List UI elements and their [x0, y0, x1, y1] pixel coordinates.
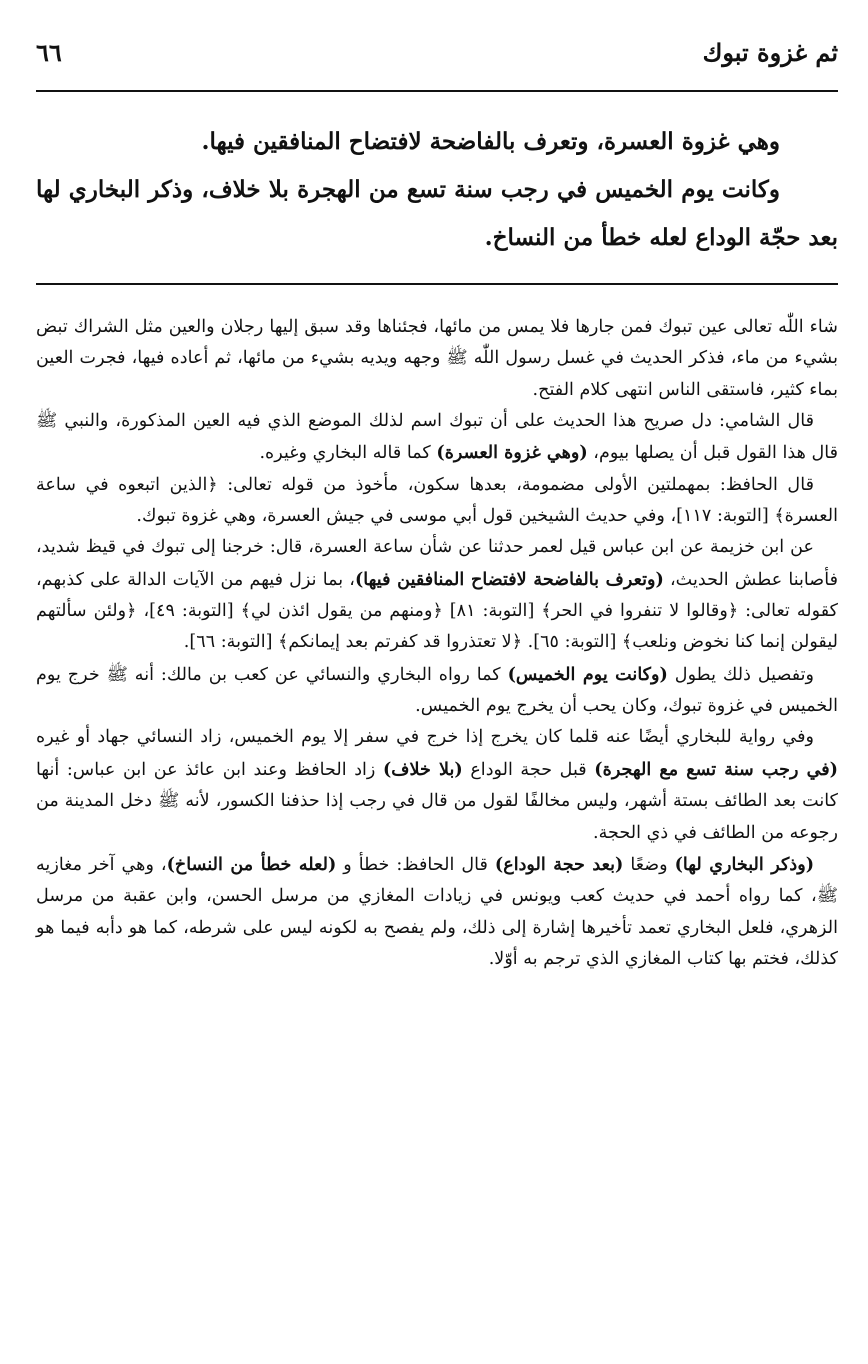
- page-number: ٦٦: [36, 38, 62, 67]
- commentary-text: قال الحافظ: خطأ و: [336, 854, 495, 875]
- commentary-text: قال الشامي: دل صريح هذا الحديث على أن تبوك اسم لذلك الموضع الذي فيه العين المذكورة، والنبي ﷺ قال هذا القول قبل أن يصلها بيوم،: [36, 411, 838, 464]
- header-rule: [36, 90, 838, 92]
- quoted-main-text: (وكانت يوم الخميس): [507, 663, 668, 685]
- commentary-paragraph: [36, 659, 838, 723]
- commentary-paragraph: [36, 849, 838, 975]
- commentary-text: وضعًا: [623, 854, 675, 875]
- commentary-text: قال الحافظ: بمهملتين الأولى مضمومة، بعدها سكون، مأخوذ من قوله تعالى: ﴿الذين اتبعوه في ساعة العسرة﴾ [التوبة: ١١٧]، وفي حديث الشيخين قول أبي موسى في جيش العسرة، وهي غزوة تبوك.: [36, 474, 838, 527]
- page-header: [36, 38, 838, 78]
- main-text-paragraph: وكانت يوم الخميس في رجب سنة تسع من الهجرة بلا خلاف، وذكر البخاري لها بعد حجّة الوداع لعله خطأ من النساخ.: [36, 176, 838, 251]
- commentary-paragraph: [36, 312, 838, 406]
- commentary-text: ، بما نزل فيهم من الآيات الدالة على كذبهم، كقوله تعالى: ﴿وقالوا لا تنفروا في الحر﴾ [التوبة: ٨١] ﴿ومنهم من يقول ائذن لي﴾ [التوبة: ٤٩]، ﴿ولئن سألتهم ليقولن إنما كنا نخوض ونلعب﴾ [التوبة: ٦٥]. ﴿لا تعتذروا قد كفرتم بعد إيمانكم﴾ [التوبة: ٦٦].: [36, 569, 838, 653]
- quoted-main-text: (في رجب سنة تسع مع الهجرة): [594, 758, 839, 780]
- quoted-main-text: (وهي غزوة العسرة): [436, 442, 588, 464]
- commentary-text: وفي رواية للبخاري أيضًا عنه قلما كان يخرج إذا خرج في سفر إلا يوم الخميس، زاد النسائي جهاد أو غيره: [36, 727, 814, 748]
- quoted-main-text: (وذكر البخاري لها): [674, 853, 815, 875]
- quoted-main-text: (بلا خلاف): [382, 758, 463, 780]
- commentary-text: كما قاله البخاري وغيره.: [259, 443, 437, 464]
- commentary-paragraph: [36, 406, 838, 470]
- commentary-text: ، وهي آخر مغازيه ﷺ، كما رواه أحمد في حديث كعب ويونس في زيادات المغازي من مرسل الحسن، وابن عقبة من مرسل الزهري، فلعل البخاري تعمد تأخيرها إشارة إلى ذلك، ولم يفصح به لكونه ليس على شرطه، كما هو دأبه فيما هو كذلك، فختم بها كتاب المغازي الذي ترجم به أوّلا.: [36, 854, 839, 969]
- commentary-text: شاء اللّٰه تعالى عين تبوك فمن جارها فلا يمس من مائها، فجئناها وقد سبق إليها رجلان والعين مثل الشراك تبض بشيء من ماء، فذكر الحديث في غسل رسول اللّٰه ﷺ وجهه ويديه بشيء من مائها، ثم أعاده فيها، فجرت العين بماء كثير، فاستقى الناس انتهى كلام الفتح.: [36, 317, 838, 400]
- running-title: ثم غزوة تبوك: [702, 38, 838, 67]
- commentary-text: قبل حجة الوداع: [462, 759, 595, 780]
- quoted-main-text: (لعله خطأ من النساخ): [166, 853, 337, 875]
- commentary-paragraph: [36, 722, 838, 848]
- commentary: [36, 312, 838, 975]
- main-text: [36, 118, 838, 262]
- separator-rule: [36, 283, 838, 285]
- quoted-main-text: (وتعرف بالفاضحة لافتضاح المنافقين فيها): [354, 568, 664, 590]
- commentary-text: كما رواه البخاري والنسائي عن كعب بن مالك: أنه ﷺ خرج يوم الخميس في غزوة تبوك، وكان يحب أن يخرج يوم الخميس.: [36, 664, 838, 717]
- commentary-text: وتفصيل ذلك يطول: [667, 664, 815, 685]
- commentary-text: عن ابن خزيمة عن ابن عباس قيل لعمر حدثنا عن شأن ساعة العسرة، قال: خرجنا إلى تبوك في قيظ شديد، فأصابنا عطش الحديث،: [36, 537, 838, 590]
- commentary-paragraph: [36, 532, 838, 658]
- commentary-text: زاد الحافظ وعند ابن عائذ عن ابن عباس: أنها كانت بعد الطائف بستة أشهر، وليس مخالفًا لقول من قال في رجب إذا حذفنا الكسور، لأنه ﷺ دخل المدينة من رجوعه من الطائف في ذي الحجة.: [36, 759, 838, 843]
- main-text-paragraph: وهي غزوة العسرة، وتعرف بالفاضحة لافتضاح المنافقين فيها.: [201, 128, 780, 155]
- quoted-main-text: (بعد حجة الوداع): [494, 853, 624, 875]
- commentary-paragraph: [36, 470, 838, 533]
